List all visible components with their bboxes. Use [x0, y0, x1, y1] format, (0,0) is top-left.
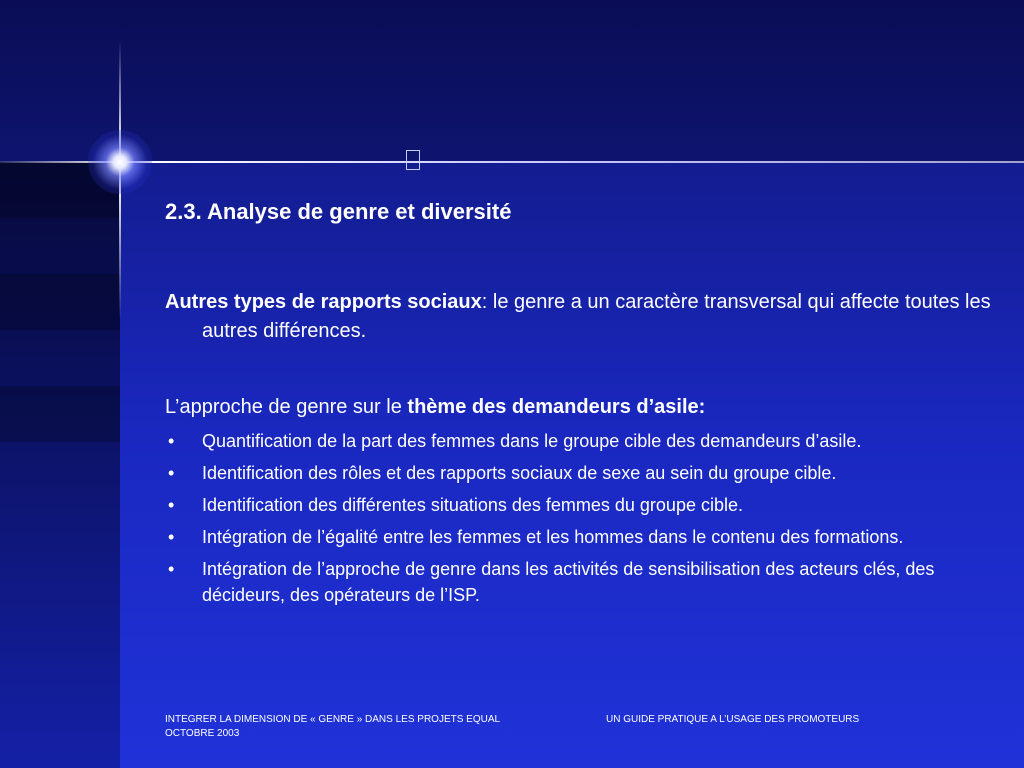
- missing-glyph-box-icon: [406, 150, 420, 170]
- footer-left: [165, 713, 500, 741]
- paragraph-bold-theme: thème des demandeurs d’asile:: [407, 396, 706, 418]
- list-item: [165, 460, 1015, 486]
- bullet-text: Identification des différentes situations des femmes du groupe cible.: [202, 495, 743, 515]
- bullet-icon: •: [168, 495, 175, 515]
- bullet-text: Intégration de l’égalité entre les femmes et les hommes dans le contenu des formations.: [202, 527, 904, 547]
- footer-guide-title: UN GUIDE PRATIQUE A L’USAGE DES PROMOTEURS: [606, 714, 860, 725]
- horizontal-divider: [0, 161, 1024, 163]
- bullet-icon: •: [168, 559, 175, 579]
- list-item: [165, 556, 1015, 608]
- paragraph-text: : le genre a un caractère transversal qui affecte toutes les autres différences.: [202, 291, 991, 342]
- bullet-icon: •: [168, 431, 175, 451]
- paragraph-asylum-theme: [165, 393, 1005, 422]
- list-item: [165, 492, 1015, 518]
- paragraph-lead-text: L’approche de genre sur le: [165, 396, 408, 418]
- left-decorative-band: [0, 162, 120, 768]
- list-item: [165, 524, 1015, 550]
- paragraph-bold-lead: Autres types de rapports sociaux: [165, 291, 482, 313]
- bullet-text: Intégration de l’approche de genre dans les activités de sensibilisation des acteurs clés, des décideurs, des opérateurs de l’ISP.: [202, 559, 935, 605]
- bullet-icon: •: [168, 527, 175, 547]
- list-item: [165, 428, 1015, 454]
- bullet-list: [165, 428, 1015, 614]
- bullet-icon: •: [168, 463, 175, 483]
- bullet-text: Quantification de la part des femmes dans le groupe cible des demandeurs d’asile.: [202, 431, 862, 451]
- bullet-text: Identification des rôles et des rapports sociaux de sexe au sein du groupe cible.: [202, 463, 837, 483]
- slide-title: 2.3. Analyse de genre et diversité: [165, 199, 512, 224]
- footer-project-title: INTEGRER LA DIMENSION DE « GENRE » DANS LES PROJETS EQUAL: [165, 714, 501, 725]
- footer-date: OCTOBRE 2003: [165, 728, 240, 739]
- lens-flare-icon: [88, 130, 152, 194]
- paragraph-social-relations: [165, 288, 1005, 346]
